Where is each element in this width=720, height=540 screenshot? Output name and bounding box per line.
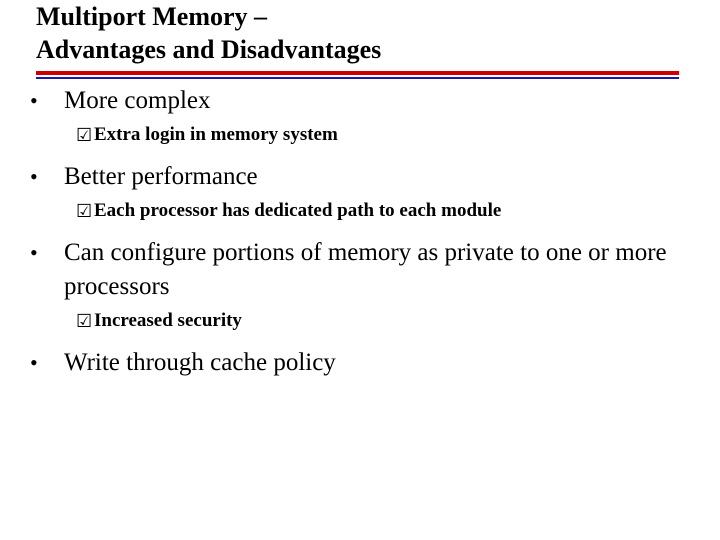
title-divider-red (36, 71, 679, 75)
bullet-dot-icon: • (30, 88, 38, 113)
sub-bullet-icon: ☑ (76, 201, 93, 221)
slide-title (36, 0, 381, 66)
sub-bullet-item (30, 198, 700, 224)
sub-bullet-item (30, 308, 700, 334)
bullet-list (30, 84, 700, 380)
bullet-text: More complex (64, 87, 211, 114)
sub-bullet-icon: ☑ (76, 125, 93, 145)
title-line-2: Advantages and Disadvantages (36, 35, 382, 64)
sub-bullet-text: Each processor has dedicated path to each module (94, 200, 502, 221)
bullet-dot-icon: • (30, 350, 38, 375)
title-line-1: Multiport Memory – (36, 2, 268, 31)
bullet-dot-icon: • (30, 240, 38, 265)
bullet-dot-icon: • (30, 164, 38, 189)
sub-bullet-text: Extra login in memory system (94, 124, 338, 145)
bullet-item (30, 236, 700, 304)
bullet-text: Write through cache policy (64, 349, 336, 376)
sub-bullet-item (30, 122, 700, 148)
bullet-text: Better performance (64, 163, 258, 190)
bullet-item (30, 84, 700, 118)
bullet-item (30, 160, 700, 194)
sub-bullet-text: Increased security (94, 310, 242, 331)
title-divider-blue (36, 77, 679, 79)
bullet-text: Can configure portions of memory as private to one or more processors (64, 239, 667, 300)
bullet-item (30, 346, 700, 380)
sub-bullet-icon: ☑ (76, 311, 93, 331)
